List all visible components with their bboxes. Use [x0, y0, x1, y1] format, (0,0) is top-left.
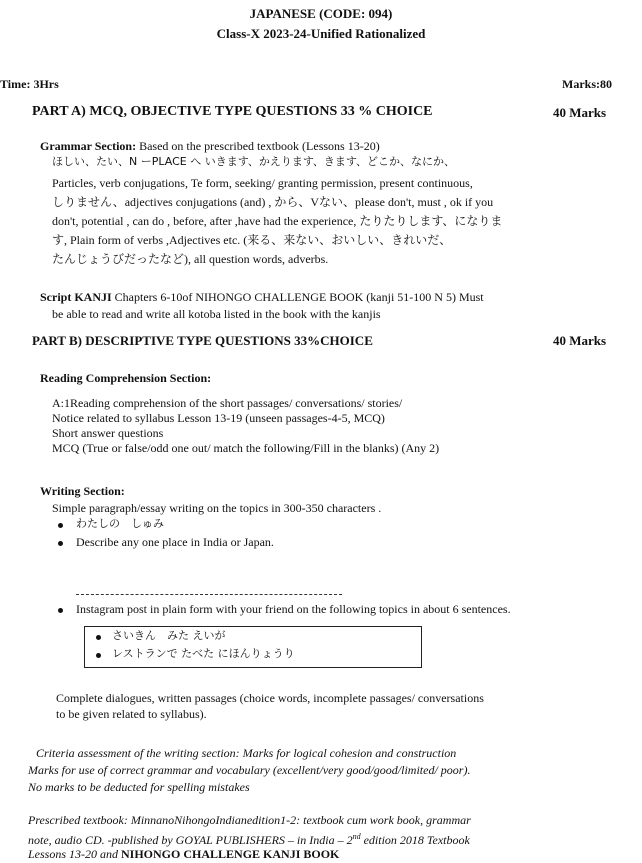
document-title: JAPANESE (CODE: 094) — [249, 6, 393, 21]
prescribed-line-2b: edition 2018 Textbook — [360, 833, 470, 847]
dashed-separator — [76, 594, 342, 595]
bullet-dot — [58, 541, 63, 546]
prescribed-line-3a: Lessons 13-20 and — [28, 847, 122, 861]
marks-label: Marks:80 — [562, 77, 612, 91]
reading-line-1: A:1Reading comprehension of the short passages/ conversations/ stories/ — [52, 396, 403, 410]
time-label: Time: 3Hrs — [0, 77, 59, 91]
grammar-section-label: Grammar Section: — [40, 139, 137, 153]
criteria-line-3: No marks to be deducted for spelling mistakes — [28, 780, 250, 794]
bullet-dot — [58, 608, 63, 613]
grammar-line-4: don't, potential , can do , before, after ,have had the experience, たりたりします、になりま — [52, 214, 503, 228]
box-topic-movie: さいきん みた えいが — [112, 629, 226, 642]
script-kanji-line — [40, 289, 484, 305]
part-b-heading: PART B) DESCRIPTIVE TYPE QUESTIONS 33%CHOICE — [32, 333, 373, 348]
writing-section-heading: Writing Section: — [40, 484, 125, 498]
grammar-line-3: しりません、adjectives conjugations (and) , から、Vない、please don't, must , ok if you — [52, 195, 494, 209]
grammar-line-1: ほしい、たい、N ーPLACE へ いきます、かえります、きます、どこか、なにか、 — [52, 155, 456, 168]
dialogues-line-1: Complete dialogues, written passages (choice words, incomplete passages/ conversations — [56, 691, 484, 705]
script-kanji-line-2: be able to read and write all kotoba listed in the book with the kanjis — [52, 307, 381, 321]
part-b-marks: 40 Marks — [553, 333, 607, 348]
reading-line-3: Short answer questions — [52, 426, 164, 440]
writing-topic-place: Describe any one place in India or Japan. — [76, 535, 274, 549]
grammar-line-2: Particles, verb conjugations, Te form, seeking/ granting permission, present continuous, — [52, 176, 473, 190]
writing-intro: Simple paragraph/essay writing on the topics in 300-350 characters . — [52, 501, 382, 515]
grammar-line-5: す, Plain form of verbs ,Adjectives etc. (来る、来ない、おいしい、きれいだ、 — [52, 233, 452, 247]
criteria-line-1: Criteria assessment of the writing section: Marks for logical cohesion and construction — [36, 746, 457, 760]
grammar-line-6: たんじょうびだったなど), all question words, adverbs. — [52, 252, 329, 266]
ordinal-suffix: nd — [352, 832, 361, 841]
criteria-line-2: Marks for use of correct grammar and vocabulary (excellent/very good/good/limited/ poor). — [28, 763, 471, 777]
script-kanji-label: Script KANJI — [40, 290, 112, 304]
prescribed-line-2a: note, audio CD. -published by GOYAL PUBLISHERS – in India – 2 — [28, 833, 353, 847]
grammar-section-intro: Based on the prescribed textbook (Lessons 13-20) — [136, 139, 380, 153]
reading-line-2: Notice related to syllabus Lesson 13-19 (unseen passages-4-5, MCQ) — [52, 411, 385, 425]
reading-section-heading: Reading Comprehension Section: — [40, 371, 212, 385]
prescribed-line-3 — [28, 846, 339, 862]
box-topic-restaurant: レストランで たべた にほんりょうり — [112, 647, 295, 660]
writing-topic-hobby: わたしの しゅみ — [76, 517, 164, 530]
bullet-dot — [58, 523, 63, 528]
document-subtitle: Class-X 2023-24-Unified Rationalized — [216, 26, 426, 41]
prescribed-line-1: Prescribed textbook: MinnanoNihongoIndianedition1-2: textbook cum work book, grammar — [28, 813, 471, 827]
instagram-post-topic: Instagram post in plain form with your friend on the following topics in about 6 sentences. — [76, 602, 511, 616]
bullet-dot — [96, 635, 101, 640]
kanji-book-title: NIHONGO CHALLENGE KANJI BOOK — [121, 847, 340, 861]
dialogues-line-2: to be given related to syllabus). — [56, 707, 207, 721]
reading-line-4: MCQ (True or false/odd one out/ match the following/Fill in the blanks) (Any 2) — [52, 441, 440, 455]
part-a-heading: PART A) MCQ, OBJECTIVE TYPE QUESTIONS 33 % CHOICE — [32, 104, 433, 119]
grammar-section-line — [40, 138, 380, 154]
bullet-dot — [96, 653, 101, 658]
part-a-marks: 40 Marks — [553, 105, 607, 120]
script-kanji-text: Chapters 6-10of NIHONGO CHALLENGE BOOK (kanji 51-100 N 5) Must — [111, 290, 484, 304]
